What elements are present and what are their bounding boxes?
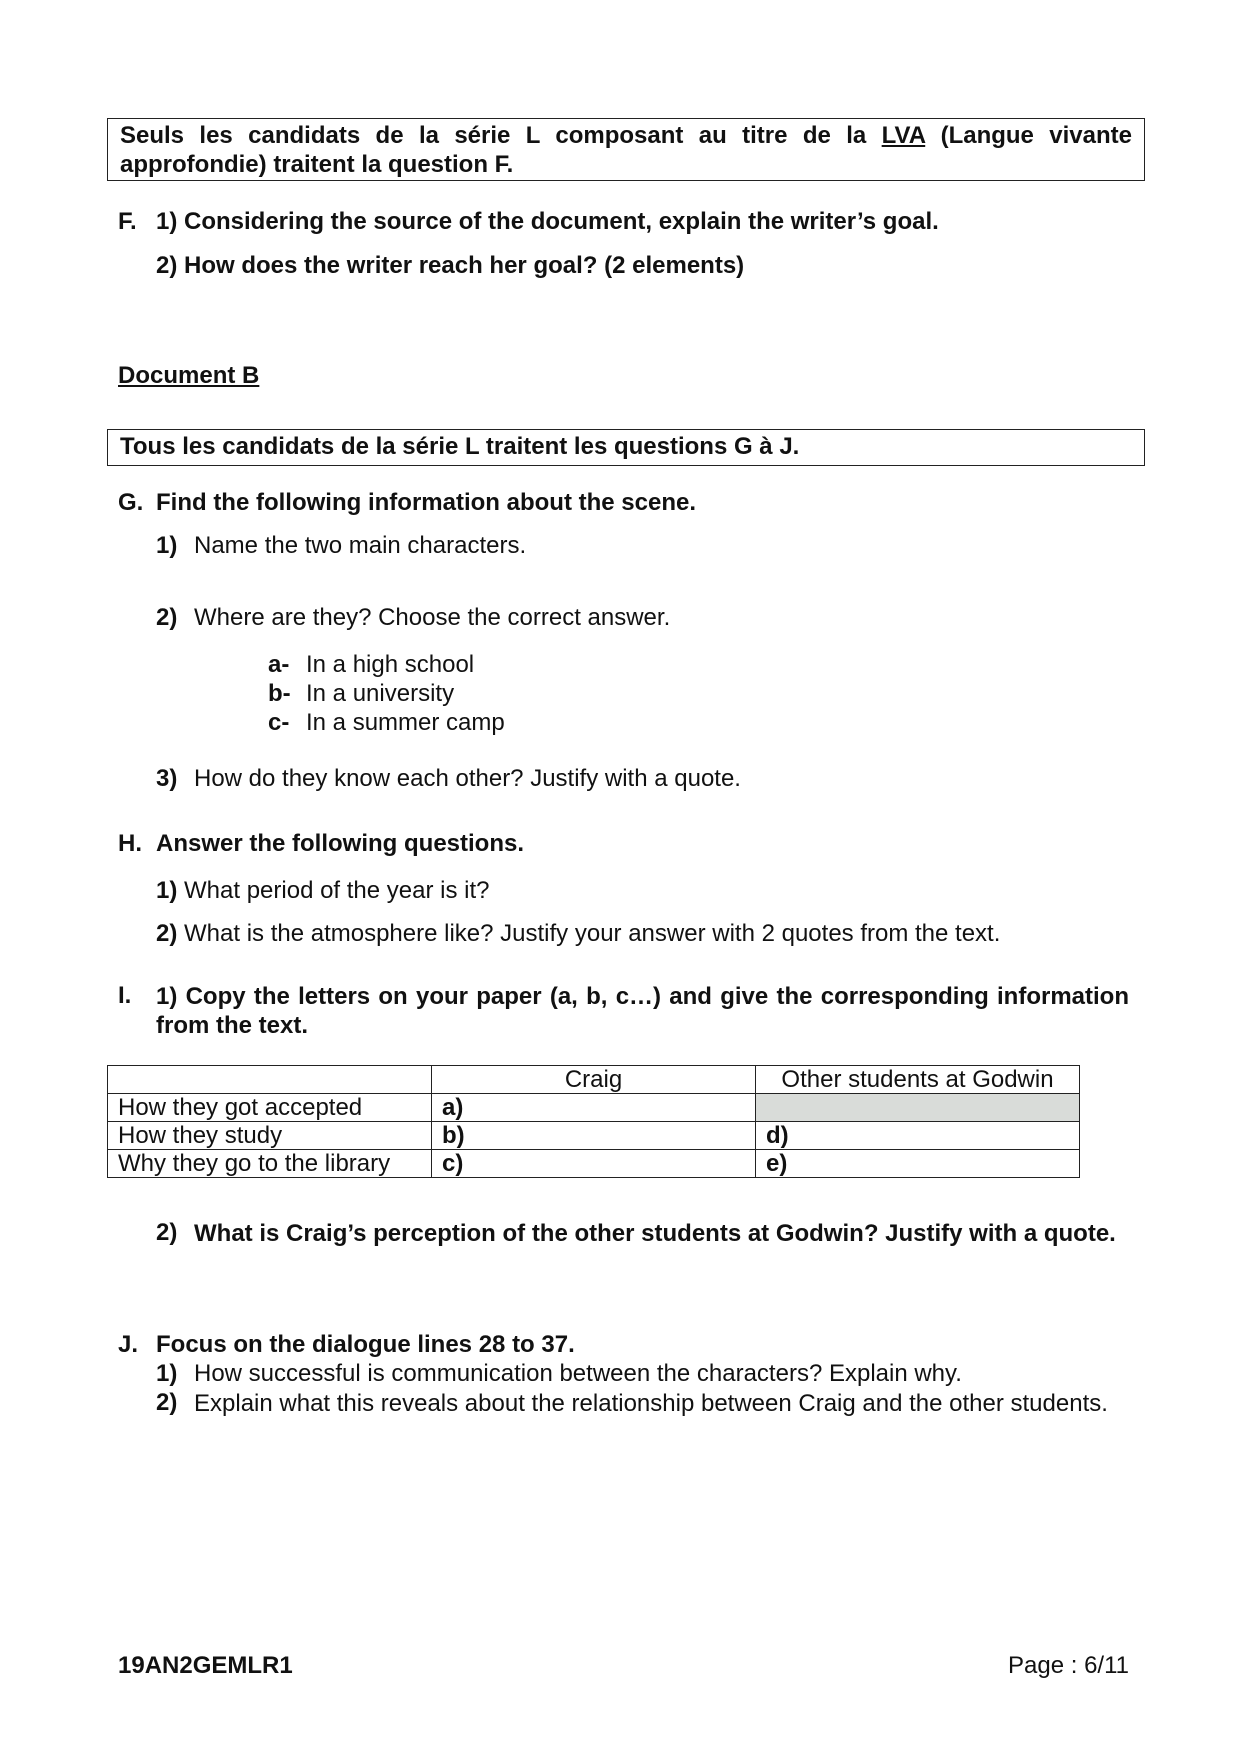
option-b — [268, 680, 454, 708]
option-a-text: In a high school — [306, 651, 475, 678]
section-f-question-1: 1) Considering the source of the document, explain the writer’s goal. — [156, 208, 939, 235]
table-header-empty — [108, 1066, 432, 1094]
section-j-q2-text: Explain what this reveals about the relationship between Craig and the other students. — [194, 1390, 1108, 1417]
section-g-q2-text: Where are they? Choose the correct answer. — [194, 604, 671, 631]
footer-code: 19AN2GEMLR1 — [118, 1652, 293, 1679]
section-f-question-2: 2) How does the writer reach her goal? (2 elements) — [156, 252, 745, 279]
section-h-q2 — [156, 920, 1000, 948]
section-h-letter: H. — [118, 830, 142, 857]
table-header-other: Other students at Godwin — [756, 1066, 1080, 1094]
section-g-q3 — [156, 765, 741, 793]
section-j-title: Focus on the dialogue lines 28 to 37. — [156, 1331, 575, 1358]
table-cell-craig: c) — [432, 1150, 756, 1178]
section-h-q1-number: 1) — [156, 877, 178, 904]
section-g-q1-text: Name the two main characters. — [194, 532, 527, 559]
section-h-q2-text: What is the atmosphere like? Justify your answer with 2 quotes from the text. — [184, 920, 1001, 947]
notice-f-underlined: LVA — [881, 122, 926, 149]
notice-box-f — [107, 118, 1145, 181]
section-i-q2-number: 2) — [156, 1219, 178, 1246]
notice-f-text-after: (Langue vivante approfondie) traitent la question F. — [120, 122, 1132, 178]
table-row — [108, 1094, 1080, 1122]
document-b-title: Document B — [118, 362, 260, 389]
section-g-q1 — [156, 532, 526, 560]
section-h-q1-text: What period of the year is it? — [184, 877, 490, 904]
table-cell-craig: b) — [432, 1122, 756, 1150]
section-g-q2-number: 2) — [156, 604, 178, 631]
section-j-q2-number: 2) — [156, 1389, 178, 1416]
section-j-letter: J. — [118, 1331, 139, 1358]
option-b-key: b- — [268, 680, 291, 707]
option-a — [268, 651, 474, 679]
section-g-q1-number: 1) — [156, 532, 178, 559]
table-cell-other: e) — [756, 1150, 1080, 1178]
notice-box-gj: Tous les candidats de la série L traitent les questions G à J. — [107, 429, 1145, 466]
section-j-q1-number: 1) — [156, 1360, 178, 1387]
option-c-text: In a summer camp — [306, 709, 505, 736]
option-c — [268, 709, 505, 737]
table-cell-label: How they study — [108, 1122, 432, 1150]
info-table — [107, 1065, 1080, 1178]
section-i-q2-text: What is Craig’s perception of the other students at Godwin? Justify with a quote. — [194, 1220, 1116, 1247]
option-a-key: a- — [268, 651, 290, 678]
table-header-craig: Craig — [432, 1066, 756, 1094]
table-cell-shaded — [756, 1094, 1080, 1122]
notice-f-text-before: Seuls les candidats de la série L composant au titre de la — [120, 122, 882, 149]
section-h-title: Answer the following questions. — [156, 830, 525, 857]
section-g-q3-number: 3) — [156, 765, 178, 792]
section-j-q1-text: How successful is communication between the characters? Explain why. — [194, 1360, 962, 1387]
section-f-letter: F. — [118, 208, 137, 235]
footer-page-number: Page : 6/11 — [1008, 1652, 1129, 1679]
section-h-q2-number: 2) — [156, 920, 178, 947]
section-i-question-1: 1) Copy the letters on your paper (a, b, c…) and give the corresponding information from the text. — [156, 983, 1129, 1039]
table-row — [108, 1122, 1080, 1150]
section-g-letter: G. — [118, 489, 144, 516]
section-i-letter: I. — [118, 982, 132, 1009]
section-h-q1 — [156, 877, 490, 905]
table-cell-other: d) — [756, 1122, 1080, 1150]
section-g-q3-text: How do they know each other? Justify with a quote. — [194, 765, 741, 792]
table-cell-label: How they got accepted — [108, 1094, 432, 1122]
table-cell-label: Why they go to the library — [108, 1150, 432, 1178]
option-b-text: In a university — [306, 680, 455, 707]
option-c-key: c- — [268, 709, 290, 736]
section-g-title: Find the following information about the scene. — [156, 489, 696, 516]
section-g-q2 — [156, 604, 670, 632]
table-cell-craig: a) — [432, 1094, 756, 1122]
table-header-row — [108, 1066, 1080, 1094]
table-row — [108, 1150, 1080, 1178]
